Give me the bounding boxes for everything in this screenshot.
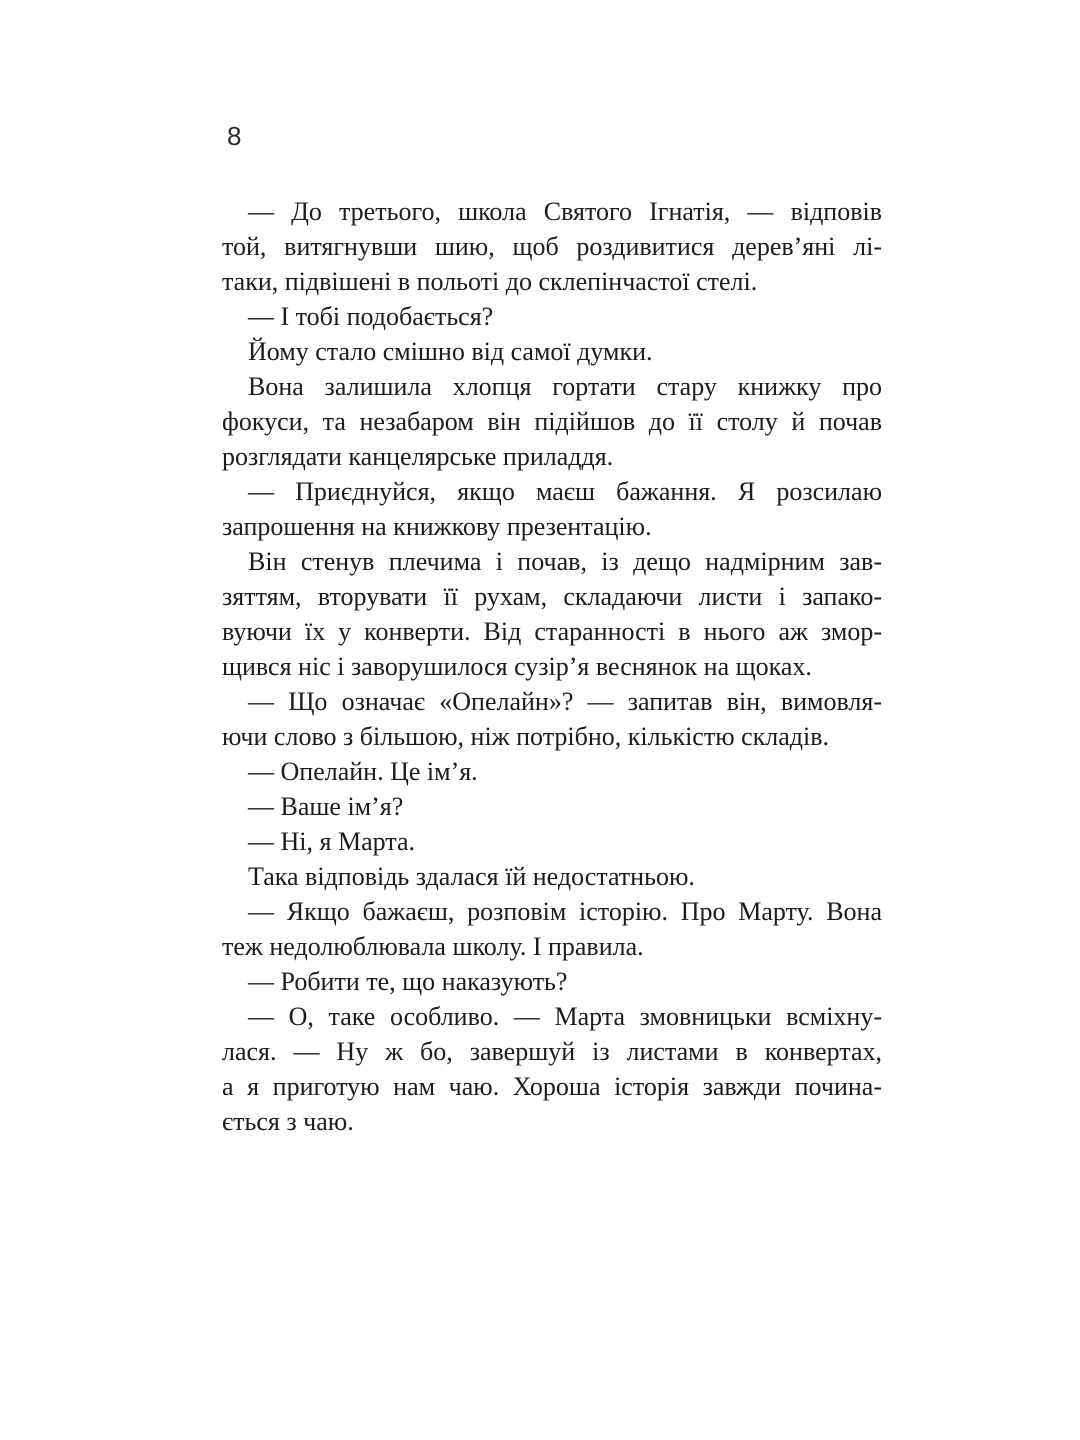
paragraph bbox=[222, 789, 882, 824]
text-line: — Ні, я Марта. bbox=[248, 827, 415, 856]
paragraph bbox=[222, 999, 882, 1139]
text-line: теж недолюблювала школу. І правила. bbox=[222, 932, 644, 961]
text-line: — Що означає «Опелайн»? — запитав він, вимовля- bbox=[248, 687, 882, 716]
text-line: Вона залишила хлопця гортати стару книжку про bbox=[248, 372, 882, 401]
text-line: ючи слово з більшою, ніж потрібно, кількістю складів. bbox=[222, 722, 830, 751]
text-line: — Приєднуйся, якщо маєш бажання. Я розсилаю bbox=[248, 477, 882, 506]
paragraph bbox=[222, 824, 882, 859]
page-number: 8 bbox=[227, 121, 242, 151]
paragraph bbox=[222, 194, 882, 299]
text-line: таки, підвішені в польоті до склепінчастої стелі. bbox=[222, 267, 758, 296]
paragraph bbox=[222, 334, 882, 369]
text-line: лася. — Ну ж бо, завершуй із листами в конвертах, bbox=[222, 1037, 882, 1066]
text-line: той, витягнувши шию, щоб роздивитися дерев’яні лі- bbox=[222, 232, 882, 261]
text-line: а я приготую нам чаю. Хороша історія завжди почина- bbox=[222, 1072, 882, 1101]
text-line: — Робити те, що наказують? bbox=[248, 967, 568, 996]
paragraph bbox=[222, 544, 882, 684]
text-line: — Ваше ім’я? bbox=[248, 792, 404, 821]
text-line: запрошення на книжкову презентацію. bbox=[222, 512, 652, 541]
text-line: — І тобі подобається? bbox=[248, 302, 494, 331]
text-line: — Якщо бажаєш, розповім історію. Про Марту. Вона bbox=[248, 897, 882, 926]
page-text bbox=[222, 194, 882, 1139]
paragraph bbox=[222, 894, 882, 964]
paragraph bbox=[222, 474, 882, 544]
paragraph bbox=[222, 859, 882, 894]
paragraph bbox=[222, 964, 882, 999]
text-line: розглядати канцелярське приладдя. bbox=[222, 442, 614, 471]
text-line: вуючи їх у конверти. Від старанності в нього аж змор- bbox=[222, 617, 882, 646]
text-line: — До третього, школа Святого Ігнатія, — відповів bbox=[248, 197, 882, 226]
text-line: Така відповідь здалася їй недостатньою. bbox=[248, 862, 695, 891]
text-line: щився ніс і заворушилося сузір’я веснянок на щоках. bbox=[222, 652, 812, 681]
text-line: зяттям, вторувати її рухам, складаючи листи і запако- bbox=[222, 582, 882, 611]
text-line: — О, таке особливо. — Марта змовницьки всміхну- bbox=[248, 1002, 882, 1031]
paragraph bbox=[222, 754, 882, 789]
text-line: — Опелайн. Це ім’я. bbox=[248, 757, 478, 786]
text-line: ється з чаю. bbox=[222, 1107, 354, 1136]
paragraph bbox=[222, 369, 882, 474]
paragraph bbox=[222, 299, 882, 334]
text-line: Він стенув плечима і почав, із дещо надмірним зав- bbox=[248, 547, 882, 576]
text-line: Йому стало смішно від самої думки. bbox=[248, 337, 653, 366]
text-line: фокуси, та незабаром він підійшов до її столу й почав bbox=[222, 407, 882, 436]
paragraph bbox=[222, 684, 882, 754]
